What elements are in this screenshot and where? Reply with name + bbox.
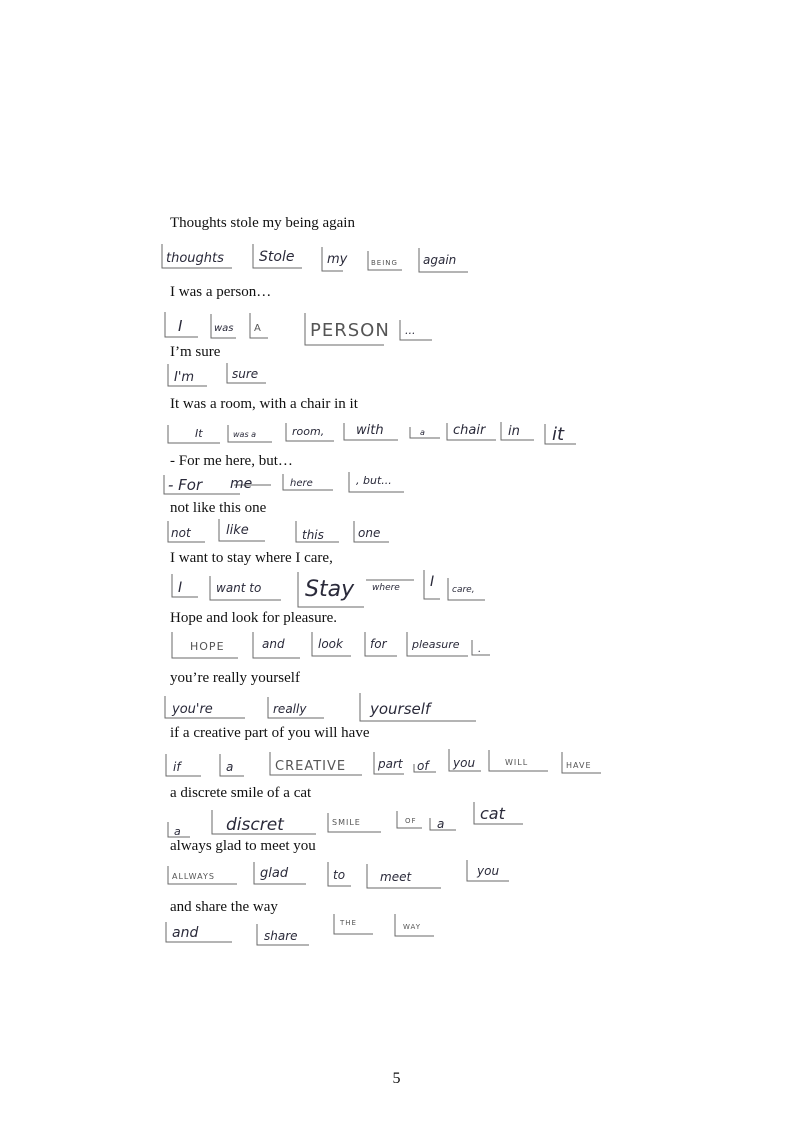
- handwritten-word: in: [508, 424, 520, 439]
- handwritten-word: sure: [232, 367, 259, 381]
- handwritten-word: this: [302, 528, 324, 542]
- handwritten-word: like: [226, 523, 249, 538]
- handwritten-word: I: [178, 580, 183, 596]
- handwritten-word: - For: [168, 476, 203, 494]
- handwritten-word: WILL: [505, 758, 529, 767]
- handwritten-word: SMILE: [332, 818, 361, 827]
- handwritten-word: share: [264, 929, 298, 943]
- handwritten-word: my: [327, 252, 348, 267]
- handwritten-word: I: [178, 317, 183, 335]
- handwritten-row-3: [168, 363, 266, 386]
- handwritten-word: a: [437, 817, 445, 831]
- handwritten-word: you: [477, 864, 500, 878]
- handwritten-word: yourself: [370, 700, 431, 718]
- handwritten-word: Stole: [259, 249, 295, 265]
- handwritten-row-4: [168, 422, 576, 445]
- handwritten-row-10: [166, 749, 601, 776]
- handwritten-word: you're: [172, 702, 213, 717]
- handwritten-word: glad: [260, 866, 289, 881]
- handwritten-word: was a: [233, 430, 257, 439]
- handwritten-word: THE: [340, 919, 357, 927]
- poem-line-8: Hope and look for pleasure.: [170, 610, 338, 626]
- handwritten-word: I: [430, 574, 435, 590]
- handwritten-word: WAY: [403, 923, 422, 931]
- handwritten-word: A: [254, 323, 262, 334]
- handwritten-word: discret: [226, 815, 284, 835]
- handwritten-row-12: [168, 860, 509, 888]
- handwritten-word: not: [171, 526, 191, 540]
- handwritten-word: a: [420, 428, 425, 437]
- handwritten-word: meet: [380, 870, 412, 884]
- handwritten-word: with: [356, 423, 384, 438]
- handwritten-word: a: [226, 760, 234, 774]
- handwritten-word: look: [318, 637, 343, 651]
- handwritten-word: CREATIVE: [275, 759, 347, 774]
- handwritten-word: , but...: [356, 474, 392, 487]
- handwritten-word: care,: [452, 585, 475, 595]
- handwritten-word: me: [230, 476, 253, 492]
- poem-line-4: It was a room, with a chair in it: [170, 396, 358, 412]
- poem-line-7: I want to stay where I care,: [170, 550, 333, 566]
- handwritten-word: HOPE: [190, 640, 225, 653]
- handwritten-word: again: [423, 253, 457, 267]
- handwritten-word: if: [173, 760, 181, 774]
- poem-line-6: not like this one: [170, 500, 267, 516]
- handwritten-word: really: [273, 702, 307, 716]
- handwritten-word: a: [174, 825, 181, 838]
- handwritten-word: want to: [216, 581, 262, 595]
- handwritten-word: chair: [453, 423, 486, 438]
- handwritten-row-8: [172, 632, 490, 658]
- poem-line-11: a discrete smile of a cat: [170, 785, 312, 801]
- handwritten-row-6: [168, 519, 389, 542]
- handwritten-word: BEING: [371, 259, 398, 267]
- handwritten-word: It: [195, 427, 203, 440]
- poem-line-9: you’re really yourself: [170, 670, 300, 686]
- poem-line-13: and share the way: [170, 899, 278, 915]
- handwritten-word: PERSON: [310, 320, 390, 341]
- handwritten-word: cat: [480, 804, 505, 823]
- handwritten-row-7: [172, 570, 485, 607]
- handwritten-word: I'm: [174, 370, 195, 385]
- handwritten-word: thoughts: [166, 251, 224, 266]
- poem-line-3: I’m sure: [170, 344, 221, 360]
- handwritten-word: ...: [405, 324, 416, 337]
- handwritten-word: here: [290, 478, 313, 489]
- handwritten-word: ALLWAYS: [172, 872, 215, 881]
- handwritten-row-11: [168, 802, 523, 838]
- page-number: 5: [392, 1070, 401, 1087]
- handwritten-word: and: [262, 637, 285, 651]
- handwritten-word: room,: [292, 425, 325, 438]
- handwritten-row-5: [164, 472, 404, 494]
- handwritten-word: Stay: [305, 577, 355, 602]
- handwritten-word: HAVE: [566, 761, 592, 770]
- poem-line-2: I was a person…: [170, 284, 272, 300]
- handwritten-row-2: [165, 312, 432, 345]
- handwritten-word: you: [453, 756, 476, 770]
- handwritten-word: .: [478, 644, 482, 655]
- handwritten-word: one: [358, 526, 381, 540]
- handwritten-word: of: [417, 759, 429, 773]
- handwritten-word: and: [172, 925, 199, 941]
- handwritten-word: for: [370, 637, 387, 651]
- handwritten-row-13: [166, 914, 434, 945]
- poem-line-12: always glad to meet you: [170, 838, 316, 854]
- handwritten-word: where: [372, 583, 400, 593]
- poem-line-10: if a creative part of you will have: [170, 725, 370, 741]
- handwritten-word: to: [333, 868, 346, 882]
- handwritten-word: it: [552, 424, 565, 445]
- handwritten-word: pleasure: [412, 638, 460, 651]
- poem-line-5: - For me here, but…: [170, 453, 293, 469]
- poem-line-1: Thoughts stole my being again: [170, 215, 355, 231]
- handwritten-row-9: [165, 693, 476, 721]
- handwritten-word: was: [214, 323, 234, 334]
- handwritten-word: OF: [405, 817, 417, 825]
- handwritten-word: part: [378, 757, 403, 771]
- handwritten-row-1: [162, 244, 468, 272]
